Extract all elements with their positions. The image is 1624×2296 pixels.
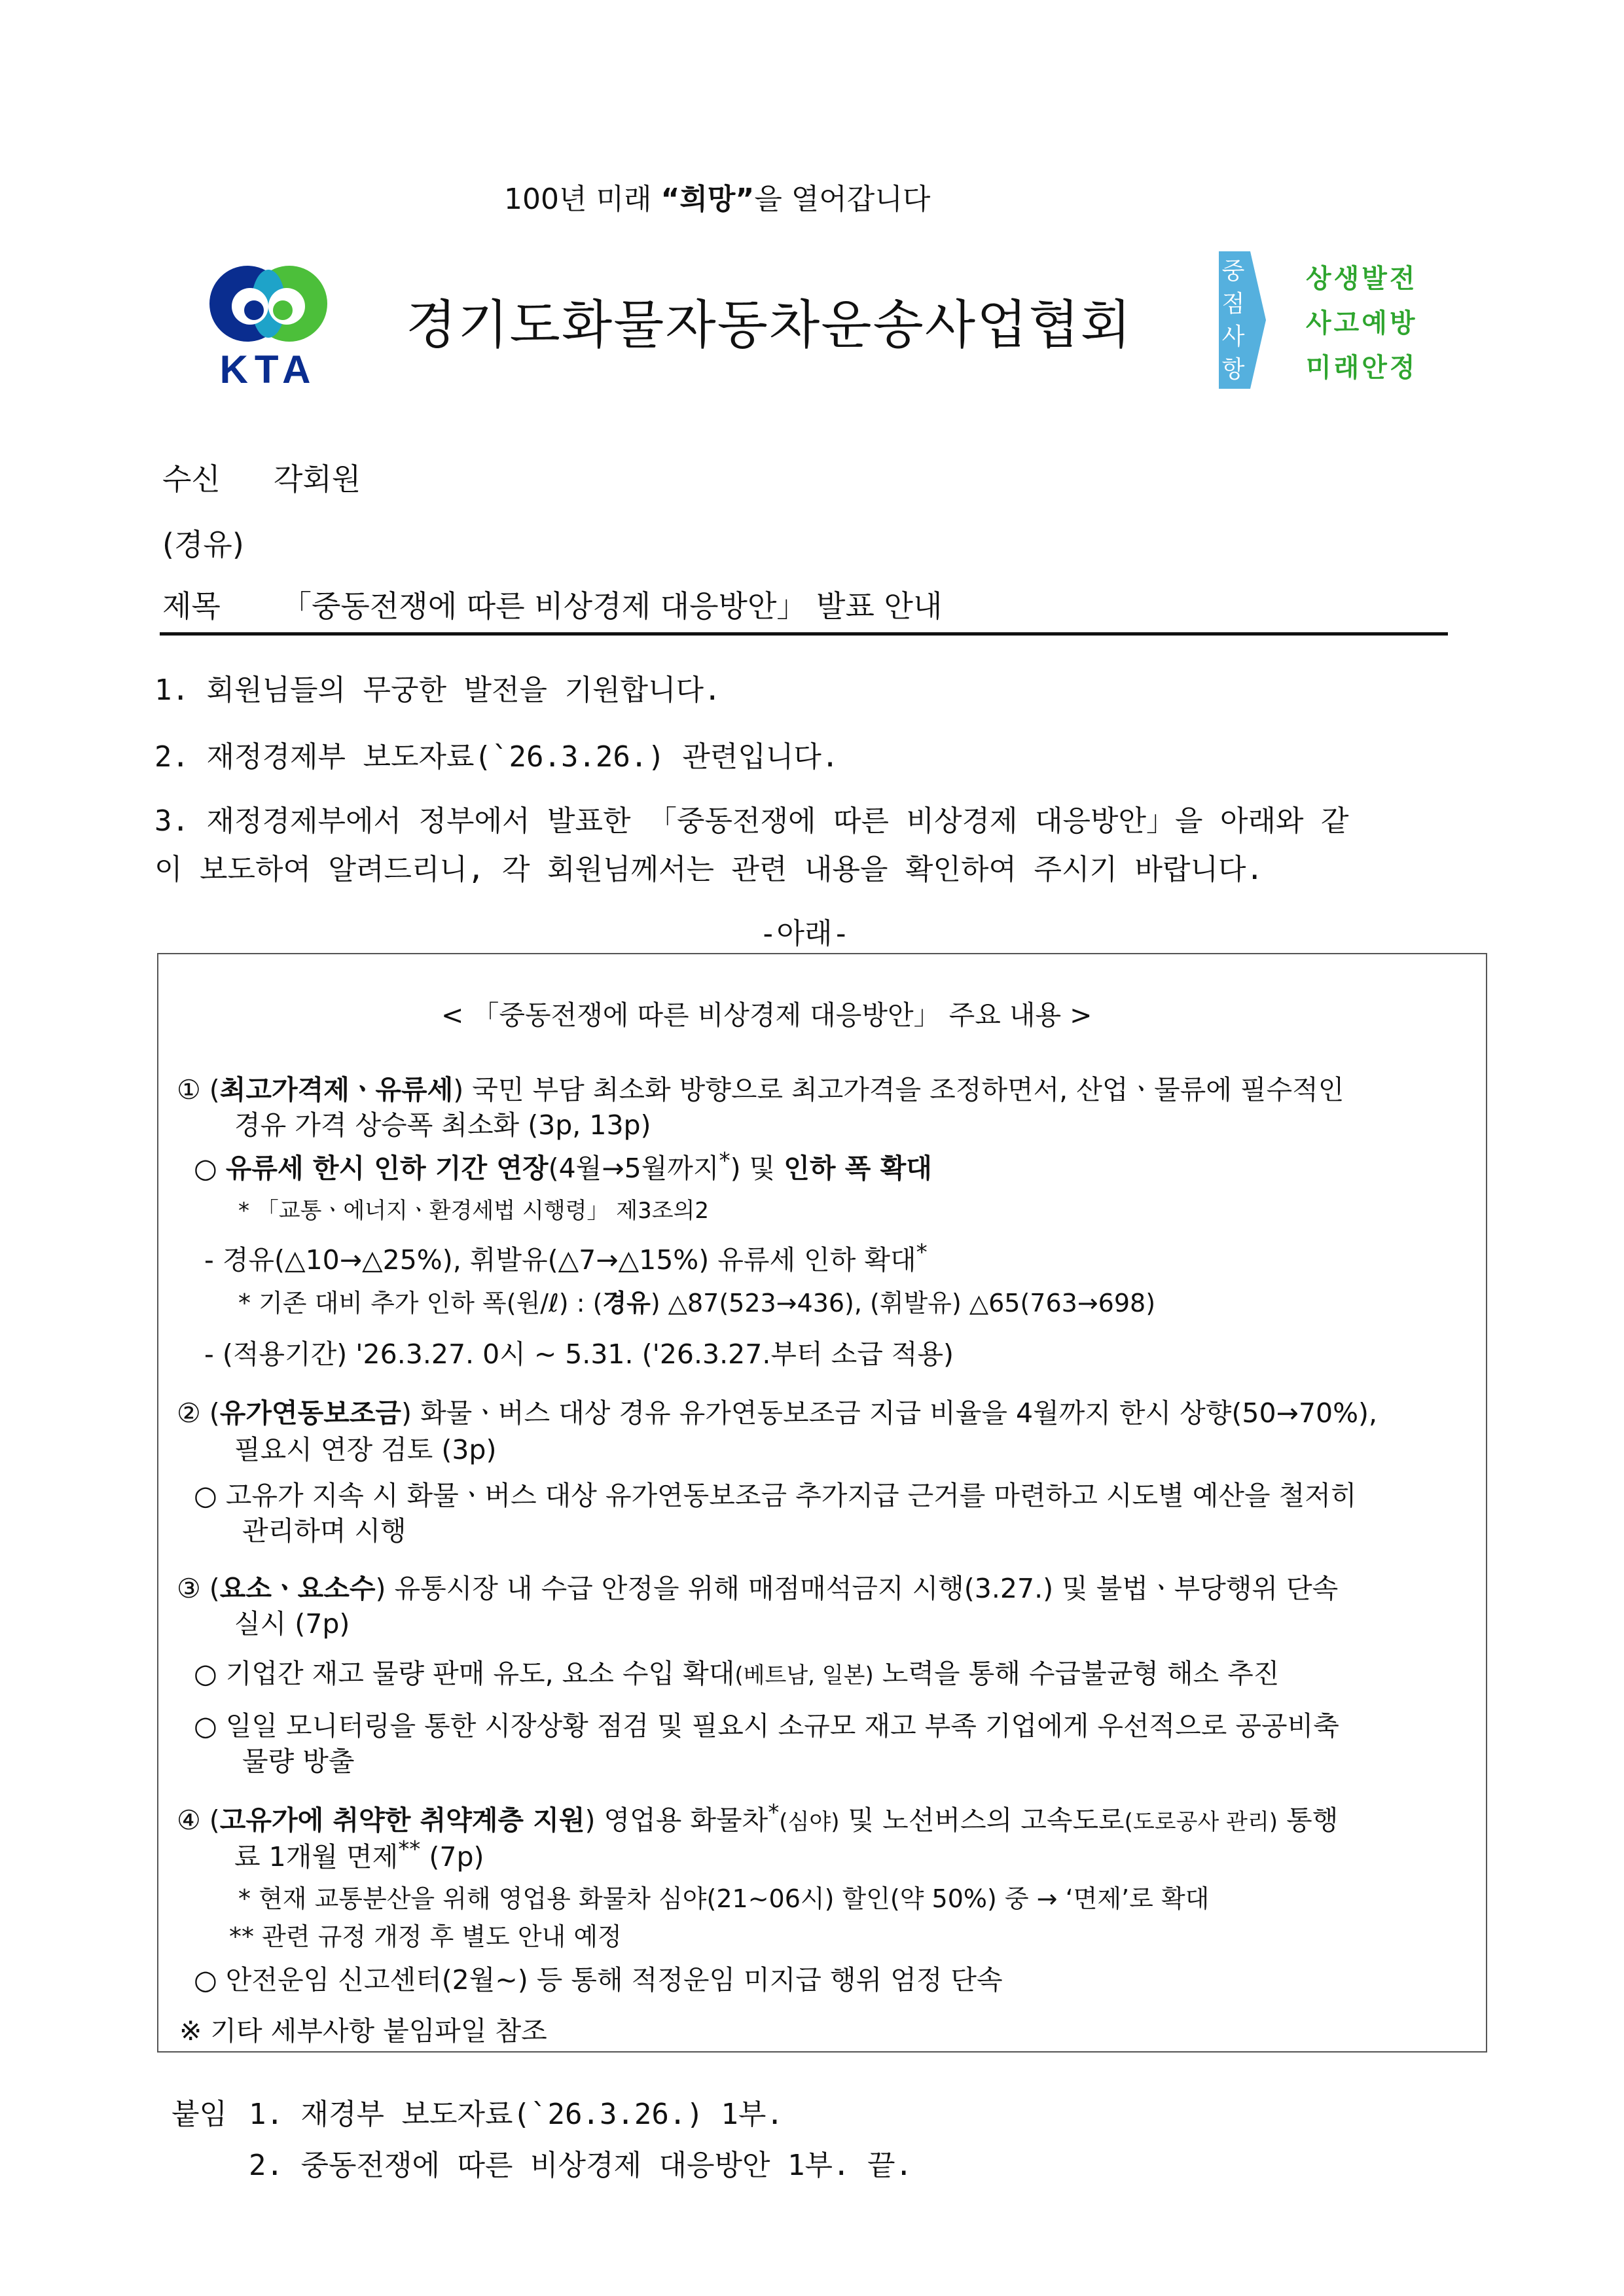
pillar-item: 사고예방 (1306, 308, 1418, 338)
summary-title: < 「중동전쟁에 따른 비상경제 대응방안」 주요 내용 > (441, 999, 1092, 1031)
section-1-dash-2: - (적용기간) '26.3.27. 0시 ~ 5.31. ('26.3.27.부터 소급 적용) (204, 1338, 954, 1370)
section-1-bullet-1-note: * 「교통ㆍ에너지ㆍ환경세법 시행령」 제3조의2 (238, 1198, 710, 1224)
pillar-item: 미래안정 (1306, 353, 1418, 383)
subject-label: 제목 (162, 588, 221, 624)
badge-char: 점 (1221, 291, 1245, 317)
box-footer-note: ※ 기타 세부사항 붙임파일 참조 (179, 2015, 547, 2047)
slogan: 100년 미래 “희망”을 열어갑니다 (504, 183, 931, 216)
section-1-line-1: ① (최고가격제ㆍ유류세) 국민 부담 최소화 방향으로 최고가격을 조정하면서, 산업ㆍ물류에 필수적인 (177, 1074, 1344, 1105)
section-3-line-2: 실시 (7p) (234, 1608, 350, 1640)
badge-char: 사 (1221, 323, 1245, 350)
badge-char: 중 (1221, 258, 1245, 285)
subject-value: 「중동전쟁에 따른 비상경제 대응방안」 발표 안내 (281, 588, 943, 624)
section-3-line-1: ③ (요소ㆍ요소수) 유통시장 내 수급 안정을 위해 매점매석금지 시행(3.27.) 및 불법ㆍ부당행위 단속 (177, 1573, 1339, 1604)
via-label: (경유) (162, 527, 244, 562)
section-3-bullet-2-line-1: ○ 일일 모니터링을 통한 시장상황 점검 및 필요시 소규모 재고 부족 기업에게 우선적으로 공공비축 (194, 1710, 1339, 1742)
section-3-bullet-1: ○ 기업간 재고 물량 판매 유도, 요소 수입 확대(베트남, 일본) 노력을 통해 수급불균형 해소 추진 (194, 1658, 1280, 1689)
section-2-line-2: 필요시 연장 검토 (3p) (234, 1434, 497, 1465)
section-2-bullet-1-line-2: 관리하며 시행 (242, 1515, 406, 1547)
organization-name: 경기도화물자동차운송사업협회 (406, 295, 1132, 355)
recipient-label: 수신 (162, 461, 221, 497)
section-4-line-2: 료 1개월 면제** (7p) (234, 1836, 484, 1873)
section-1-line-2: 경유 가격 상승폭 최소화 (3p, 13p) (234, 1109, 651, 1141)
section-1-dash-1: - 경유(△10→△25%), 휘발유(△7→△15%) 유류세 인하 확대* (204, 1239, 928, 1276)
paragraph-2: 2. 재정경제부 보도자료(`26.3.26.) 관련입니다. (154, 740, 839, 774)
below-marker: -아래- (759, 917, 850, 950)
section-4-line-1: ④ (고유가에 취약한 취약계층 지원) 영업용 화물차*(심야) 및 노선버스의 고속도로(도로공사 관리) 통행 (177, 1799, 1339, 1836)
focus-badge (1219, 251, 1266, 389)
section-4-note-1: * 현재 교통분산을 위해 영업용 화물차 심야(21~06시) 할인(약 50%) 중 → ‘면제’로 확대 (238, 1884, 1210, 1913)
pillar-item: 상생발전 (1306, 264, 1418, 294)
section-3-bullet-2-line-2: 물량 방출 (242, 1746, 355, 1777)
focus-pillars (1306, 257, 1418, 390)
section-1-bullet-1: ○ 유류세 한시 인하 기간 연장(4월→5월까지*) 및 인하 폭 확대 (194, 1147, 932, 1184)
attachment-label: 붙임 (171, 2098, 228, 2131)
paragraph-3-line-2: 이 보도하여 알려드리니, 각 회원님께서는 관련 내용을 확인하여 주시기 바랍니다. (154, 853, 1264, 886)
recipient-value: 각회원 (274, 461, 361, 497)
kta-logo-mark-icon (203, 257, 334, 348)
section-2-line-1: ② (유가연동보조금) 화물ㆍ버스 대상 경유 유가연동보조금 지급 비율을 4월까지 한시 상향(50→70%), (177, 1397, 1378, 1429)
logo-text: KTA (219, 348, 317, 391)
paragraph-3-line-1: 3. 재정경제부에서 정부에서 발표한 「중동전쟁에 따른 비상경제 대응방안」을 아래와 같 (154, 804, 1349, 838)
attachment-item-1: 1. 재경부 보도자료(`26.3.26.) 1부. (249, 2098, 784, 2131)
section-1-dash-1-note: * 기존 대비 추가 인하 폭(원/ℓ) : (경유) △87(523→436), (휘발유) △65(763→698) (238, 1289, 1156, 1318)
attachment-item-2: 2. 중동전쟁에 따른 비상경제 대응방안 1부. 끝. (249, 2149, 912, 2182)
kta-logo (203, 257, 334, 391)
section-4-note-2: ** 관련 규정 개정 후 별도 안내 예정 (229, 1922, 622, 1951)
paragraph-1: 1. 회원님들의 무궁한 발전을 기원합니다. (154, 673, 721, 707)
section-2-bullet-1-line-1: ○ 고유가 지속 시 화물ㆍ버스 대상 유가연동보조금 추가지급 근거를 마련하고 시도별 예산을 철저히 (194, 1480, 1357, 1511)
section-4-bullet-1: ○ 안전운임 신고센터(2월~) 등 통해 적정운임 미지급 행위 엄정 단속 (194, 1964, 1003, 1996)
badge-char: 항 (1221, 356, 1245, 383)
header-divider (160, 632, 1448, 636)
